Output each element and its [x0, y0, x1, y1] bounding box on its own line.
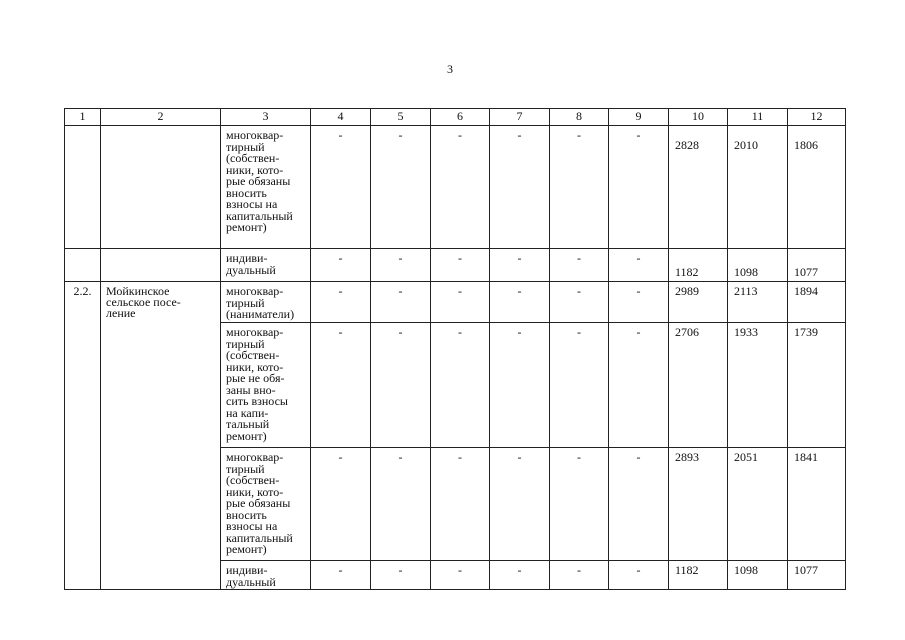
value-cell: 1098: [728, 249, 788, 282]
settlement-cell: Мойкинское сельское посе- ление: [101, 282, 221, 590]
value-cell: 2989: [669, 282, 728, 323]
dash-cell: -: [431, 448, 490, 561]
value-cell: 1894: [788, 282, 846, 323]
column-number: 7: [490, 109, 550, 126]
dash-cell: -: [550, 282, 609, 323]
value-cell: 1098: [728, 561, 788, 590]
dash-cell: -: [490, 282, 550, 323]
value-cell: 2010: [728, 126, 788, 249]
settlement-cell: [101, 249, 221, 282]
dash-cell: -: [431, 561, 490, 590]
column-number: 1: [65, 109, 101, 126]
dash-cell: -: [431, 126, 490, 249]
column-number: 12: [788, 109, 846, 126]
dash-cell: -: [371, 126, 431, 249]
value-cell: 1806: [788, 126, 846, 249]
housing-type-cell: индиви- дуальный: [221, 249, 311, 282]
dash-cell: -: [371, 282, 431, 323]
value-cell: 1182: [669, 561, 728, 590]
column-number: 6: [431, 109, 490, 126]
column-number-row: [65, 109, 846, 126]
row-number-cell: 2.2.: [65, 282, 101, 590]
value-cell: 1933: [728, 323, 788, 448]
value-cell: 1077: [788, 561, 846, 590]
table-row: [65, 282, 846, 323]
dash-cell: -: [609, 323, 669, 448]
dash-cell: -: [609, 249, 669, 282]
value-cell: 2828: [669, 126, 728, 249]
value-cell: 1841: [788, 448, 846, 561]
dash-cell: -: [490, 561, 550, 590]
dash-cell: -: [490, 448, 550, 561]
value-cell: 1077: [788, 249, 846, 282]
housing-type-cell: многоквар- тирный (собствен- ники, кото- рые обязаны вносить взносы на капитальный ремонт): [221, 126, 311, 249]
dash-cell: -: [311, 561, 371, 590]
dash-cell: -: [609, 126, 669, 249]
dash-cell: -: [490, 249, 550, 282]
settlement-cell: [101, 126, 221, 249]
housing-type-cell: многоквар- тирный (собствен- ники, кото- рые не обя- заны вно- сить взносы на капи- тальный ремонт): [221, 323, 311, 448]
dash-cell: -: [431, 249, 490, 282]
column-number: 3: [221, 109, 311, 126]
value-cell: 2706: [669, 323, 728, 448]
page-number: 3: [447, 62, 453, 76]
dash-cell: -: [609, 448, 669, 561]
housing-type-cell: многоквар- тирный (наниматели): [221, 282, 311, 323]
row-number-cell: [65, 126, 101, 249]
column-number: 4: [311, 109, 371, 126]
value-cell: 2051: [728, 448, 788, 561]
housing-type-cell: многоквар- тирный (собствен- ники, кото- рые обязаны вносить взносы на капитальный ремонт): [221, 448, 311, 561]
dash-cell: -: [311, 323, 371, 448]
column-number: 2: [101, 109, 221, 126]
column-number: 9: [609, 109, 669, 126]
dash-cell: -: [431, 282, 490, 323]
dash-cell: -: [550, 249, 609, 282]
dash-cell: -: [431, 323, 490, 448]
dash-cell: -: [371, 561, 431, 590]
dash-cell: -: [609, 561, 669, 590]
dash-cell: -: [550, 448, 609, 561]
dash-cell: -: [371, 448, 431, 561]
dash-cell: -: [371, 249, 431, 282]
value-cell: 1739: [788, 323, 846, 448]
value-cell: 2893: [669, 448, 728, 561]
value-cell: 1182: [669, 249, 728, 282]
tariff-table: [64, 108, 846, 590]
column-number: 11: [728, 109, 788, 126]
dash-cell: -: [371, 323, 431, 448]
dash-cell: -: [550, 323, 609, 448]
table-row: [65, 126, 846, 249]
value-cell: 2113: [728, 282, 788, 323]
row-number-cell: [65, 249, 101, 282]
column-number: 5: [371, 109, 431, 126]
dash-cell: -: [490, 323, 550, 448]
dash-cell: -: [311, 282, 371, 323]
dash-cell: -: [550, 126, 609, 249]
dash-cell: -: [311, 249, 371, 282]
dash-cell: -: [311, 126, 371, 249]
dash-cell: -: [550, 561, 609, 590]
column-number: 10: [669, 109, 728, 126]
dash-cell: -: [311, 448, 371, 561]
table-row: [65, 249, 846, 282]
housing-type-cell: индиви- дуальный: [221, 561, 311, 590]
dash-cell: -: [490, 126, 550, 249]
column-number: 8: [550, 109, 609, 126]
dash-cell: -: [609, 282, 669, 323]
